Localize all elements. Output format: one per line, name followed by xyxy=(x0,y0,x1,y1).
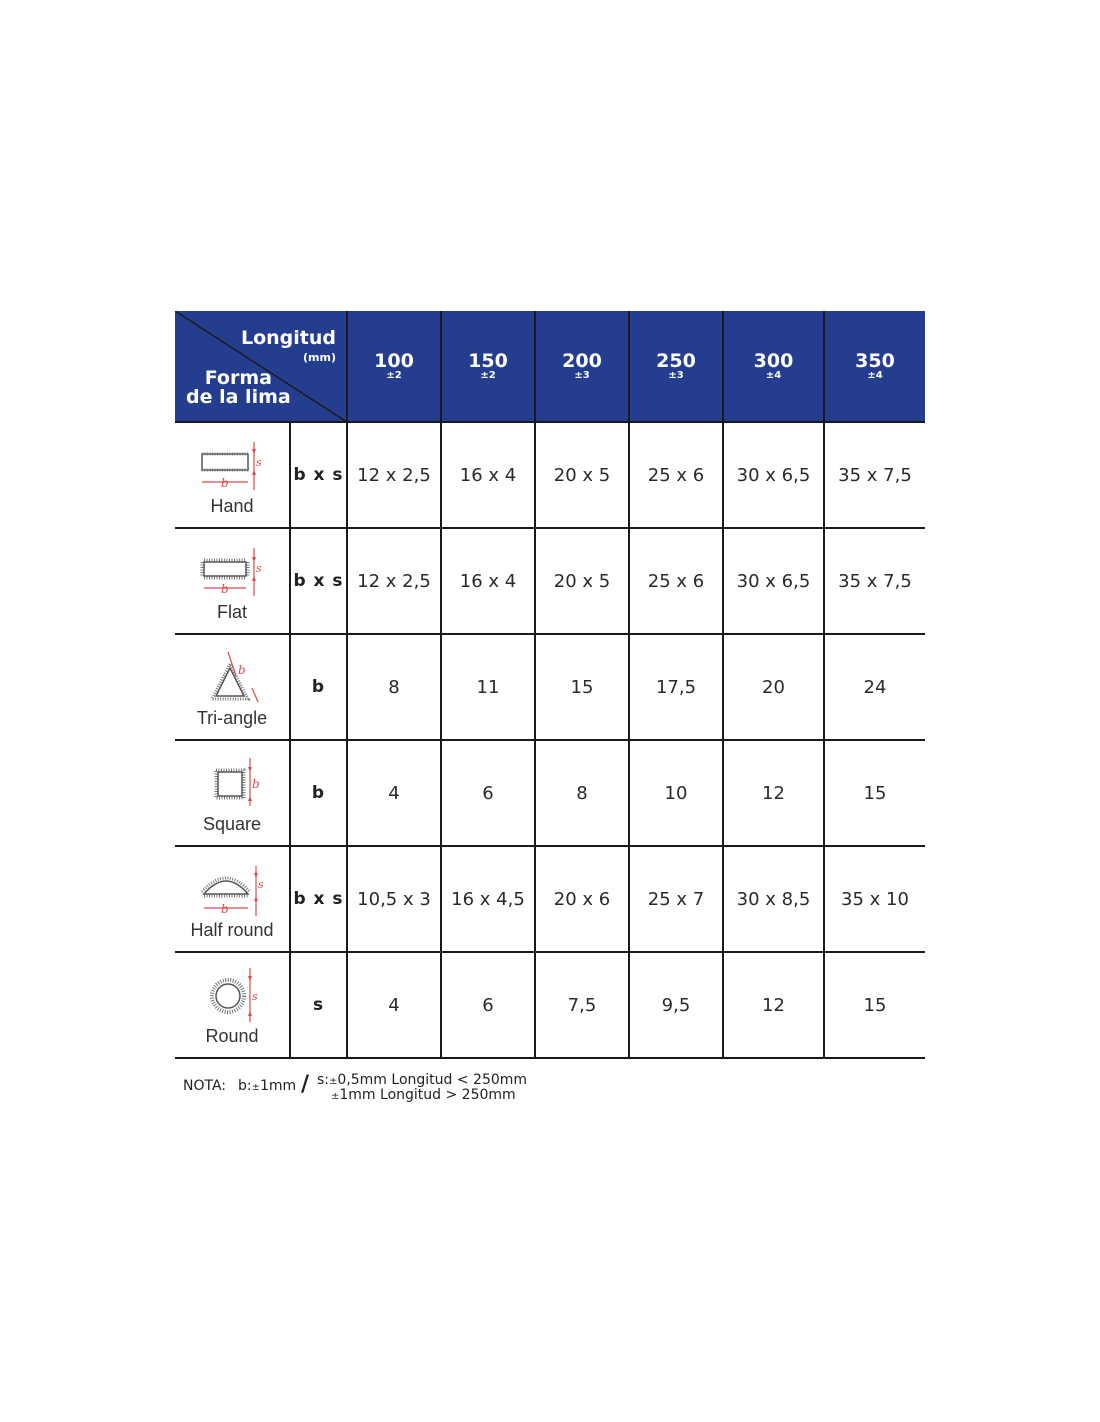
value-cell: 12 xyxy=(723,952,824,1058)
note-s2-plusminus: ± xyxy=(331,1091,340,1102)
triangle-file-icon xyxy=(192,646,272,708)
value-cell: 35 x 10 xyxy=(824,846,925,952)
value-cell: 25 x 6 xyxy=(629,528,723,634)
length-unit-label: (mm) xyxy=(303,351,336,364)
length-value: 350 xyxy=(855,350,895,372)
shape-label xyxy=(186,369,291,407)
value-cell: 15 xyxy=(824,740,925,846)
length-value: 300 xyxy=(753,350,794,372)
value-cell: 10,5 x 3 xyxy=(347,846,441,952)
value-cell: 7,5 xyxy=(535,952,629,1058)
value-cell: 4 xyxy=(347,952,441,1058)
length-label: Longitud xyxy=(240,327,336,349)
shape-cell xyxy=(175,634,290,740)
note-s-prefix: s: xyxy=(317,1072,330,1088)
value-cell: 25 x 7 xyxy=(629,846,723,952)
dimension-cell: b x s xyxy=(290,422,347,528)
table-row xyxy=(175,528,925,634)
value-cell: 30 x 6,5 xyxy=(723,422,824,528)
value-cell: 6 xyxy=(441,740,535,846)
value-cell: 10 xyxy=(629,740,723,846)
dimension-cell: b xyxy=(290,740,347,846)
length-header-250 xyxy=(629,311,723,422)
value-cell: 12 x 2,5 xyxy=(347,528,441,634)
value-cell: 35 x 7,5 xyxy=(824,422,925,528)
value-cell: 17,5 xyxy=(629,634,723,740)
length-header-100 xyxy=(347,311,441,422)
value-cell: 11 xyxy=(441,634,535,740)
table-row xyxy=(175,422,925,528)
note-s-tolerance-line2 xyxy=(331,1087,516,1103)
value-cell: 15 xyxy=(535,634,629,740)
value-cell: 12 x 2,5 xyxy=(347,422,441,528)
square-file-icon xyxy=(192,752,272,814)
note-s-line2-text: 1mm Longitud > 250mm xyxy=(339,1087,516,1103)
length-tolerance: ±3 xyxy=(668,370,684,381)
value-cell: 12 xyxy=(723,740,824,846)
value-cell: 35 x 7,5 xyxy=(824,528,925,634)
value-cell: 25 x 6 xyxy=(629,422,723,528)
table-row xyxy=(175,634,925,740)
dimension-cell: b x s xyxy=(290,846,347,952)
length-tolerance: ±2 xyxy=(386,370,402,381)
shape-name: Square xyxy=(202,813,262,834)
length-value: 200 xyxy=(562,350,602,372)
flat-file-icon xyxy=(192,540,272,602)
shape-name: Flat xyxy=(216,601,247,622)
shape-label-line2: de la lima xyxy=(186,386,291,408)
dimension-cell: b xyxy=(290,634,347,740)
length-value: 100 xyxy=(374,350,414,372)
length-tolerance: ±4 xyxy=(765,370,782,381)
hand-file-icon xyxy=(192,434,272,496)
value-cell: 24 xyxy=(824,634,925,740)
svg-text:s: s xyxy=(258,877,264,891)
table-row xyxy=(175,846,925,952)
shape-name: Tri-angle xyxy=(196,707,268,728)
length-header-150 xyxy=(441,311,535,422)
file-spec-table xyxy=(175,311,925,1059)
svg-text:s: s xyxy=(256,561,262,575)
svg-text:b: b xyxy=(221,901,229,916)
note-b-value: 1mm xyxy=(260,1078,297,1094)
note-s-line1-text: 0,5mm Longitud < 250mm xyxy=(337,1072,528,1088)
shape-cell xyxy=(175,740,290,846)
shape-name: Half round xyxy=(190,919,274,940)
value-cell: 16 x 4 xyxy=(441,528,535,634)
length-tolerance: ±2 xyxy=(480,370,496,381)
length-header-300 xyxy=(723,311,824,422)
table-row xyxy=(175,952,925,1058)
note-b-tolerance xyxy=(238,1078,296,1094)
corner-header xyxy=(175,311,347,422)
value-cell: 16 x 4 xyxy=(441,422,535,528)
value-cell: 20 x 5 xyxy=(535,528,629,634)
shape-cell xyxy=(175,528,290,634)
svg-text:s: s xyxy=(252,989,258,1003)
dimension-cell: b x s xyxy=(290,528,347,634)
value-cell: 30 x 8,5 xyxy=(723,846,824,952)
value-cell: 8 xyxy=(535,740,629,846)
note-s-tolerance-line1 xyxy=(317,1072,527,1088)
value-cell: 30 x 6,5 xyxy=(723,528,824,634)
length-tolerance: ±3 xyxy=(574,370,590,381)
value-cell: 6 xyxy=(441,952,535,1058)
value-cell: 20 xyxy=(723,634,824,740)
length-value: 250 xyxy=(656,350,696,372)
shape-name: Hand xyxy=(210,495,254,516)
value-cell: 16 x 4,5 xyxy=(441,846,535,952)
header-row xyxy=(175,311,925,422)
value-cell: 15 xyxy=(824,952,925,1058)
length-value: 150 xyxy=(468,350,508,372)
value-cell: 4 xyxy=(347,740,441,846)
half-round-file-icon xyxy=(192,858,272,920)
svg-text:b: b xyxy=(221,475,229,490)
value-cell: 8 xyxy=(347,634,441,740)
round-file-icon xyxy=(192,964,272,1026)
shape-cell xyxy=(175,952,290,1058)
note-b-plusminus: ± xyxy=(251,1082,260,1093)
value-cell: 20 x 5 xyxy=(535,422,629,528)
value-cell: 20 x 6 xyxy=(535,846,629,952)
dimension-cell: s xyxy=(290,952,347,1058)
svg-text:s: s xyxy=(256,455,262,469)
shape-name: Round xyxy=(205,1025,259,1046)
svg-text:b: b xyxy=(252,776,260,791)
length-header-200 xyxy=(535,311,629,422)
length-header-350 xyxy=(824,311,925,422)
value-cell: 9,5 xyxy=(629,952,723,1058)
shape-cell xyxy=(175,846,290,952)
shape-cell xyxy=(175,422,290,528)
svg-text:b: b xyxy=(238,662,246,677)
note-b-prefix: b: xyxy=(238,1078,252,1094)
note-label: NOTA: xyxy=(183,1078,227,1094)
table-row xyxy=(175,740,925,846)
length-tolerance: ±4 xyxy=(867,370,883,381)
shape-label-line1: Forma xyxy=(204,367,272,389)
svg-text:b: b xyxy=(221,581,229,596)
note-s-plusminus: ± xyxy=(329,1076,338,1087)
note-separator: / xyxy=(301,1072,310,1097)
